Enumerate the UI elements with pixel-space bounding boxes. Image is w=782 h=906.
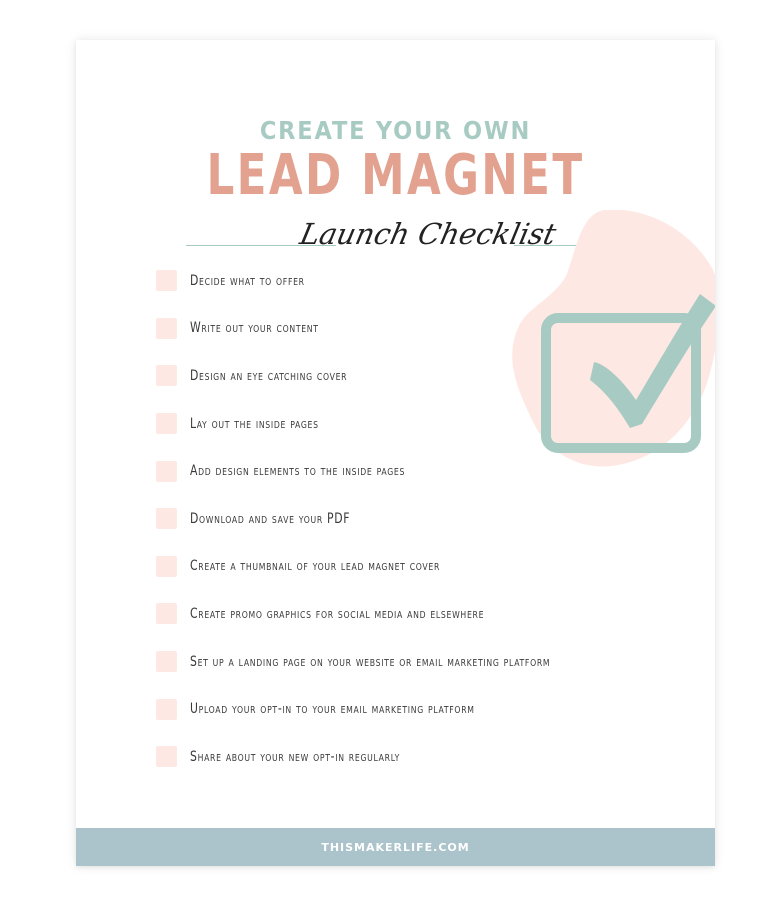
- checkbox[interactable]: [156, 746, 177, 767]
- checklist-item-label: Create a thumbnail of your lead magnet cover: [190, 558, 441, 575]
- kicker-text: CREATE YOUR OWN: [259, 116, 532, 145]
- checklist-item-label: Share about your new opt-in regularly: [190, 748, 400, 765]
- checkbox[interactable]: [156, 318, 177, 339]
- checkbox[interactable]: [156, 365, 177, 386]
- checkbox[interactable]: [156, 699, 177, 720]
- checklist-item[interactable]: [156, 400, 609, 448]
- checklist-item-label: Decide what to offer: [190, 272, 305, 289]
- checkbox[interactable]: [156, 413, 177, 434]
- checklist-item[interactable]: [156, 543, 609, 591]
- checklist-item[interactable]: [156, 733, 609, 781]
- checkbox[interactable]: [156, 461, 177, 482]
- checkbox[interactable]: [156, 651, 177, 672]
- checklist: [156, 257, 609, 781]
- checklist-item[interactable]: [156, 590, 609, 638]
- checklist-item[interactable]: [156, 447, 609, 495]
- checkbox[interactable]: [156, 270, 177, 291]
- script-subtitle: Launch Checklist: [297, 217, 560, 251]
- footer-website-link[interactable]: THISMAKERLIFE.COM: [321, 840, 470, 854]
- checklist-item-label: Create promo graphics for social media and elsewhere: [190, 605, 485, 622]
- footer-bar: [76, 828, 715, 866]
- checkbox[interactable]: [156, 508, 177, 529]
- checklist-item-label: Write out your content: [190, 320, 319, 337]
- checklist-item[interactable]: [156, 305, 609, 353]
- checklist-page: [76, 40, 715, 866]
- checklist-item-label: Add design elements to the inside pages: [190, 463, 406, 480]
- checkbox[interactable]: [156, 603, 177, 624]
- checklist-item[interactable]: [156, 257, 609, 305]
- checklist-item-label: Download and save your PDF: [190, 510, 351, 527]
- checklist-item-label: Lay out the inside pages: [190, 415, 319, 432]
- checklist-item-label: Design an eye catching cover: [190, 367, 348, 384]
- checklist-item[interactable]: [156, 495, 609, 543]
- checkbox[interactable]: [156, 556, 177, 577]
- checklist-item[interactable]: [156, 685, 609, 733]
- checklist-item-label: Set up a landing page on your website or email marketing platform: [190, 653, 551, 670]
- page-title: LEAD MAGNET: [206, 143, 585, 208]
- checklist-item-label: Upload your opt-in to your email marketing platform: [190, 701, 475, 718]
- checklist-item[interactable]: [156, 352, 609, 400]
- checklist-item[interactable]: [156, 638, 609, 686]
